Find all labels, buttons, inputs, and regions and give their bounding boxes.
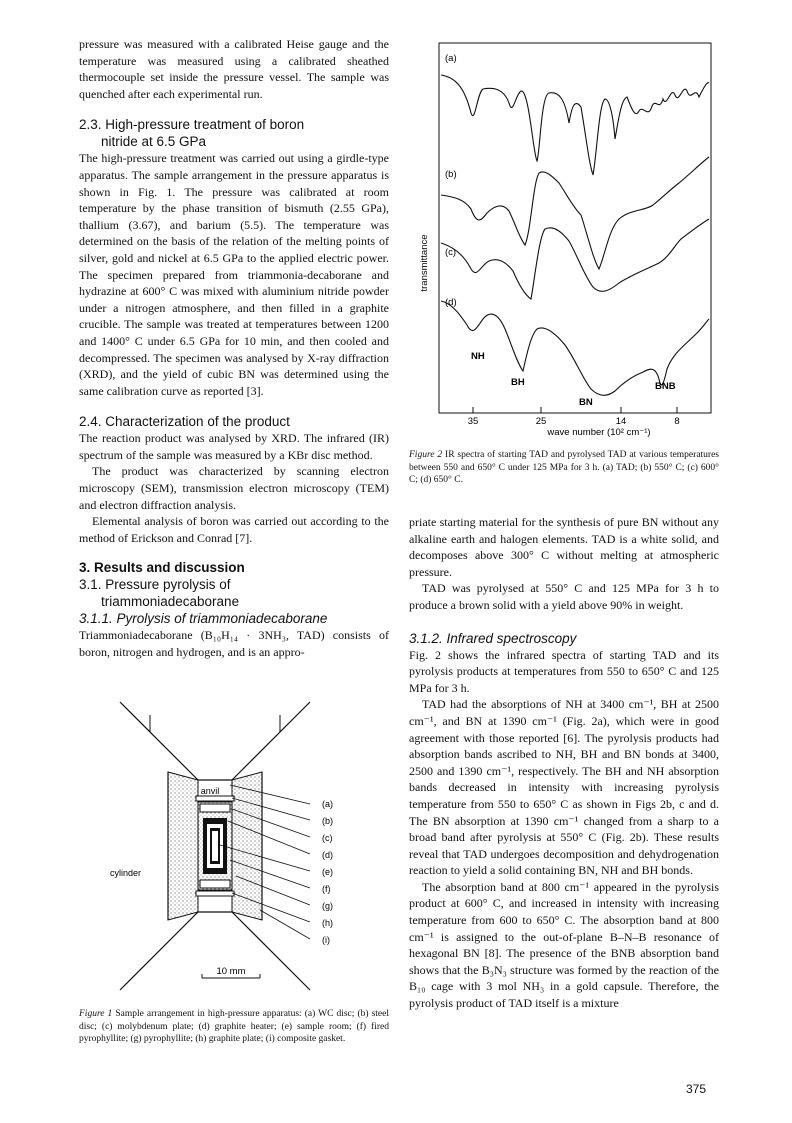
heading-3: 3. Results and discussion <box>79 560 245 576</box>
figure-2-ir-spectra <box>409 33 719 443</box>
scale-bar <box>202 966 260 978</box>
figure-1-caption-label: Figure 1 <box>79 1009 113 1019</box>
fig1-label-g: (g) <box>322 901 333 911</box>
paragraph-intro: pressure was measured with a calibrated Heise gauge and the temperature was measured using a calibrated sheathed thermocouple set inside the pressure vessel. The sample was quenched after each experimental run. <box>79 37 389 101</box>
band-label-bnb: BNB <box>655 381 676 392</box>
heading-2-3-line1: 2.3. High-pressure treatment of boron <box>79 117 305 133</box>
cylinder-label: cylinder <box>110 868 142 878</box>
trace-label-d: (d) <box>445 297 457 308</box>
x-axis-label: wave number (10² cm⁻¹) <box>547 427 651 438</box>
scale-bar-label: 10 mm <box>216 966 246 977</box>
heading-3-1-1: 3.1.1. Pyrolysis of triammoniadecaborane <box>79 611 328 627</box>
trace-label-a: (a) <box>445 53 457 64</box>
heading-2-3-line2: nitride at 6.5 GPa <box>101 134 207 150</box>
heading-3-1 <box>79 576 389 610</box>
heading-2-4: 2.4. Characterization of the product <box>79 414 290 430</box>
figure-1-caption-text: Sample arrangement in high-pressure apparatus: (a) WC disc; (b) steel disc; (c) molybdenum plate; (d) graphite heater; (e) sample room; (f) fired pyrophyllite; (g) pyrophyllite; (h) graphite plate; (i) composite gasket. <box>79 1009 389 1044</box>
fig1-label-d: (d) <box>322 850 333 860</box>
fig1-label-i: (i) <box>322 935 330 945</box>
heading-3-1-line2: triammoniadecaborane <box>101 594 240 610</box>
tick-8: 8 <box>674 416 680 427</box>
left-column <box>79 36 389 661</box>
heading-2-3 <box>79 116 389 150</box>
paragraph-3-1-2b: TAD had the absorptions of NH at 3400 cm⁻¹, BH at 2500 cm⁻¹, and BN at 1390 cm⁻¹ (Fig. 2a), which were in good agreement with those reported [6]. The pyrolysis products had absorption bands ascribed to NH, BH and BN bonds at 3400, 2500 and 1390 cm⁻¹, respectively. The BH and NH absorption bands decreased in intensity with increasing pyrolysis temperature from 550 to 650° C as shown in Figs 2b, c and d. The BN absorption at 1390 cm⁻¹ changed from a sharp to a broad band after pyrolysis at 550° C (Fig. 2b). These results reveal that TAD undergoes decomposition and dehydrogenation reaction to yield a solid containing BN, NH and BH bonds. <box>409 697 719 878</box>
x-ticks <box>473 407 677 413</box>
anvil-label: anvil <box>200 786 220 796</box>
paragraph-2-4b: The product was characterized by scanning electron microscopy (SEM), transmission electron microscopy (TEM) and electron diffraction analysis. <box>79 464 389 512</box>
figure-2-caption-text: IR spectra of starting TAD and pyrolysed TAD at various temperatures between 550 and 650° C under 125 MPa for 3 h. (a) TAD; (b) 550° C; (c) 600° C; (d) 650° C. <box>409 450 719 485</box>
paragraph-tad-pyrolysis: TAD was pyrolysed at 550° C and 125 MPa for 3 h to produce a brown solid with a yield above 90% in weight. <box>409 581 719 612</box>
tick-25: 25 <box>535 416 547 427</box>
fig1-label-a: (a) <box>322 799 333 809</box>
paragraph-3-1-1: Triammoniadecaborane (B₁₀H₁₄ · 3NH₃, TAD) consists of boron, nitrogen and hydrogen, and is an appro- <box>79 628 389 660</box>
band-label-nh: NH <box>471 351 485 362</box>
spectra-traces <box>441 75 709 395</box>
heading-3-1-line1: 3.1. Pressure pyrolysis of <box>79 577 231 593</box>
page-number: 375 <box>686 1082 707 1096</box>
paragraph-continued: priate starting material for the synthesis of pure BN without any alkaline earth and halogen elements. TAD is a white solid, and decomposes above 300° C without melting at atmospheric pressure. <box>409 515 719 579</box>
figure-2-caption <box>409 449 719 487</box>
heading-3-1-2: 3.1.2. Infrared spectroscopy <box>409 630 577 646</box>
tick-14: 14 <box>615 416 627 427</box>
trace-a <box>441 75 709 175</box>
paragraph-2-3: The high-pressure treatment was carried out using a girdle-type apparatus. The sample arrangement in the pressure apparatus is shown in Fig. 1. The pressure was calibrated at room temperature by the phase transition of bismuth (2.55 GPa), thallium (3.67), and barium (5.5). The temperature was determined on the basis of the relation of the melting points of silver, gold and nickel at 6.5 GPa to the applied electric power. The specimen prepared from triammonia-decaborane and hydrazine at 600° C was mixed with aluminium nitride powder under a nitrogen atmosphere, and then filled in a graphite crucible. The sample was treated at temperatures between 1200 and 1400° C under 6.5 GPa for 10 min, and then cooled and decompressed. The specimen was analysed by X-ray diffraction (XRD), and the yield of cubic BN was determined using the same calibration curve as reported [3]. <box>79 151 389 398</box>
trace-label-c: (c) <box>445 247 457 258</box>
tick-35: 35 <box>467 416 479 427</box>
right-column <box>409 514 719 1012</box>
trace-c <box>441 219 709 299</box>
paragraph-2-4a: The reaction product was analysed by XRD. The infrared (IR) spectrum of the sample was measured by a KBr disc method. <box>79 431 389 462</box>
upper-anvil <box>120 702 310 780</box>
band-label-bh: BH <box>511 377 525 388</box>
fig1-label-h: (h) <box>322 918 333 928</box>
band-label-bn: BN <box>579 397 593 408</box>
trace-label-b: (b) <box>445 169 457 180</box>
figure-1-diagram <box>110 700 370 995</box>
sample-stack <box>196 796 234 896</box>
paragraph-3-1-2a: Fig. 2 shows the infrared spectra of starting TAD and its pyrolysis products at temperatures from 550 to 650° C and 125 MPa for 3 h. <box>409 647 719 695</box>
paragraph-2-4c: Elemental analysis of boron was carried out according to the method of Erickson and Conrad [7]. <box>79 514 389 545</box>
fig1-label-f: (f) <box>322 884 331 894</box>
figure-2-caption-label: Figure 2 <box>409 450 443 460</box>
figure-1-caption <box>79 1008 389 1046</box>
fig1-label-c: (c) <box>322 833 333 843</box>
y-axis-label: transmittance <box>419 234 430 292</box>
fig1-label-b: (b) <box>322 816 333 826</box>
fig1-label-e: (e) <box>322 867 333 877</box>
paragraph-3-1-2c: The absorption band at 800 cm⁻¹ appeared in the pyrolysis product at 600° C, and increased in intensity with increasing temperature from 600 to 650° C. The absorption band at 800 cm⁻¹ is assigned to the out-of-plane B–N–B resonance of hexagonal BN [8]. The presence of the BNB absorption band shows that the B₃N₃ structure was formed by the reaction of the B₁₀ cage with 3 mol NH₃ in a gold capsule. Therefore, the pyrolysis product of TAD itself is a mixture <box>409 879 719 1011</box>
